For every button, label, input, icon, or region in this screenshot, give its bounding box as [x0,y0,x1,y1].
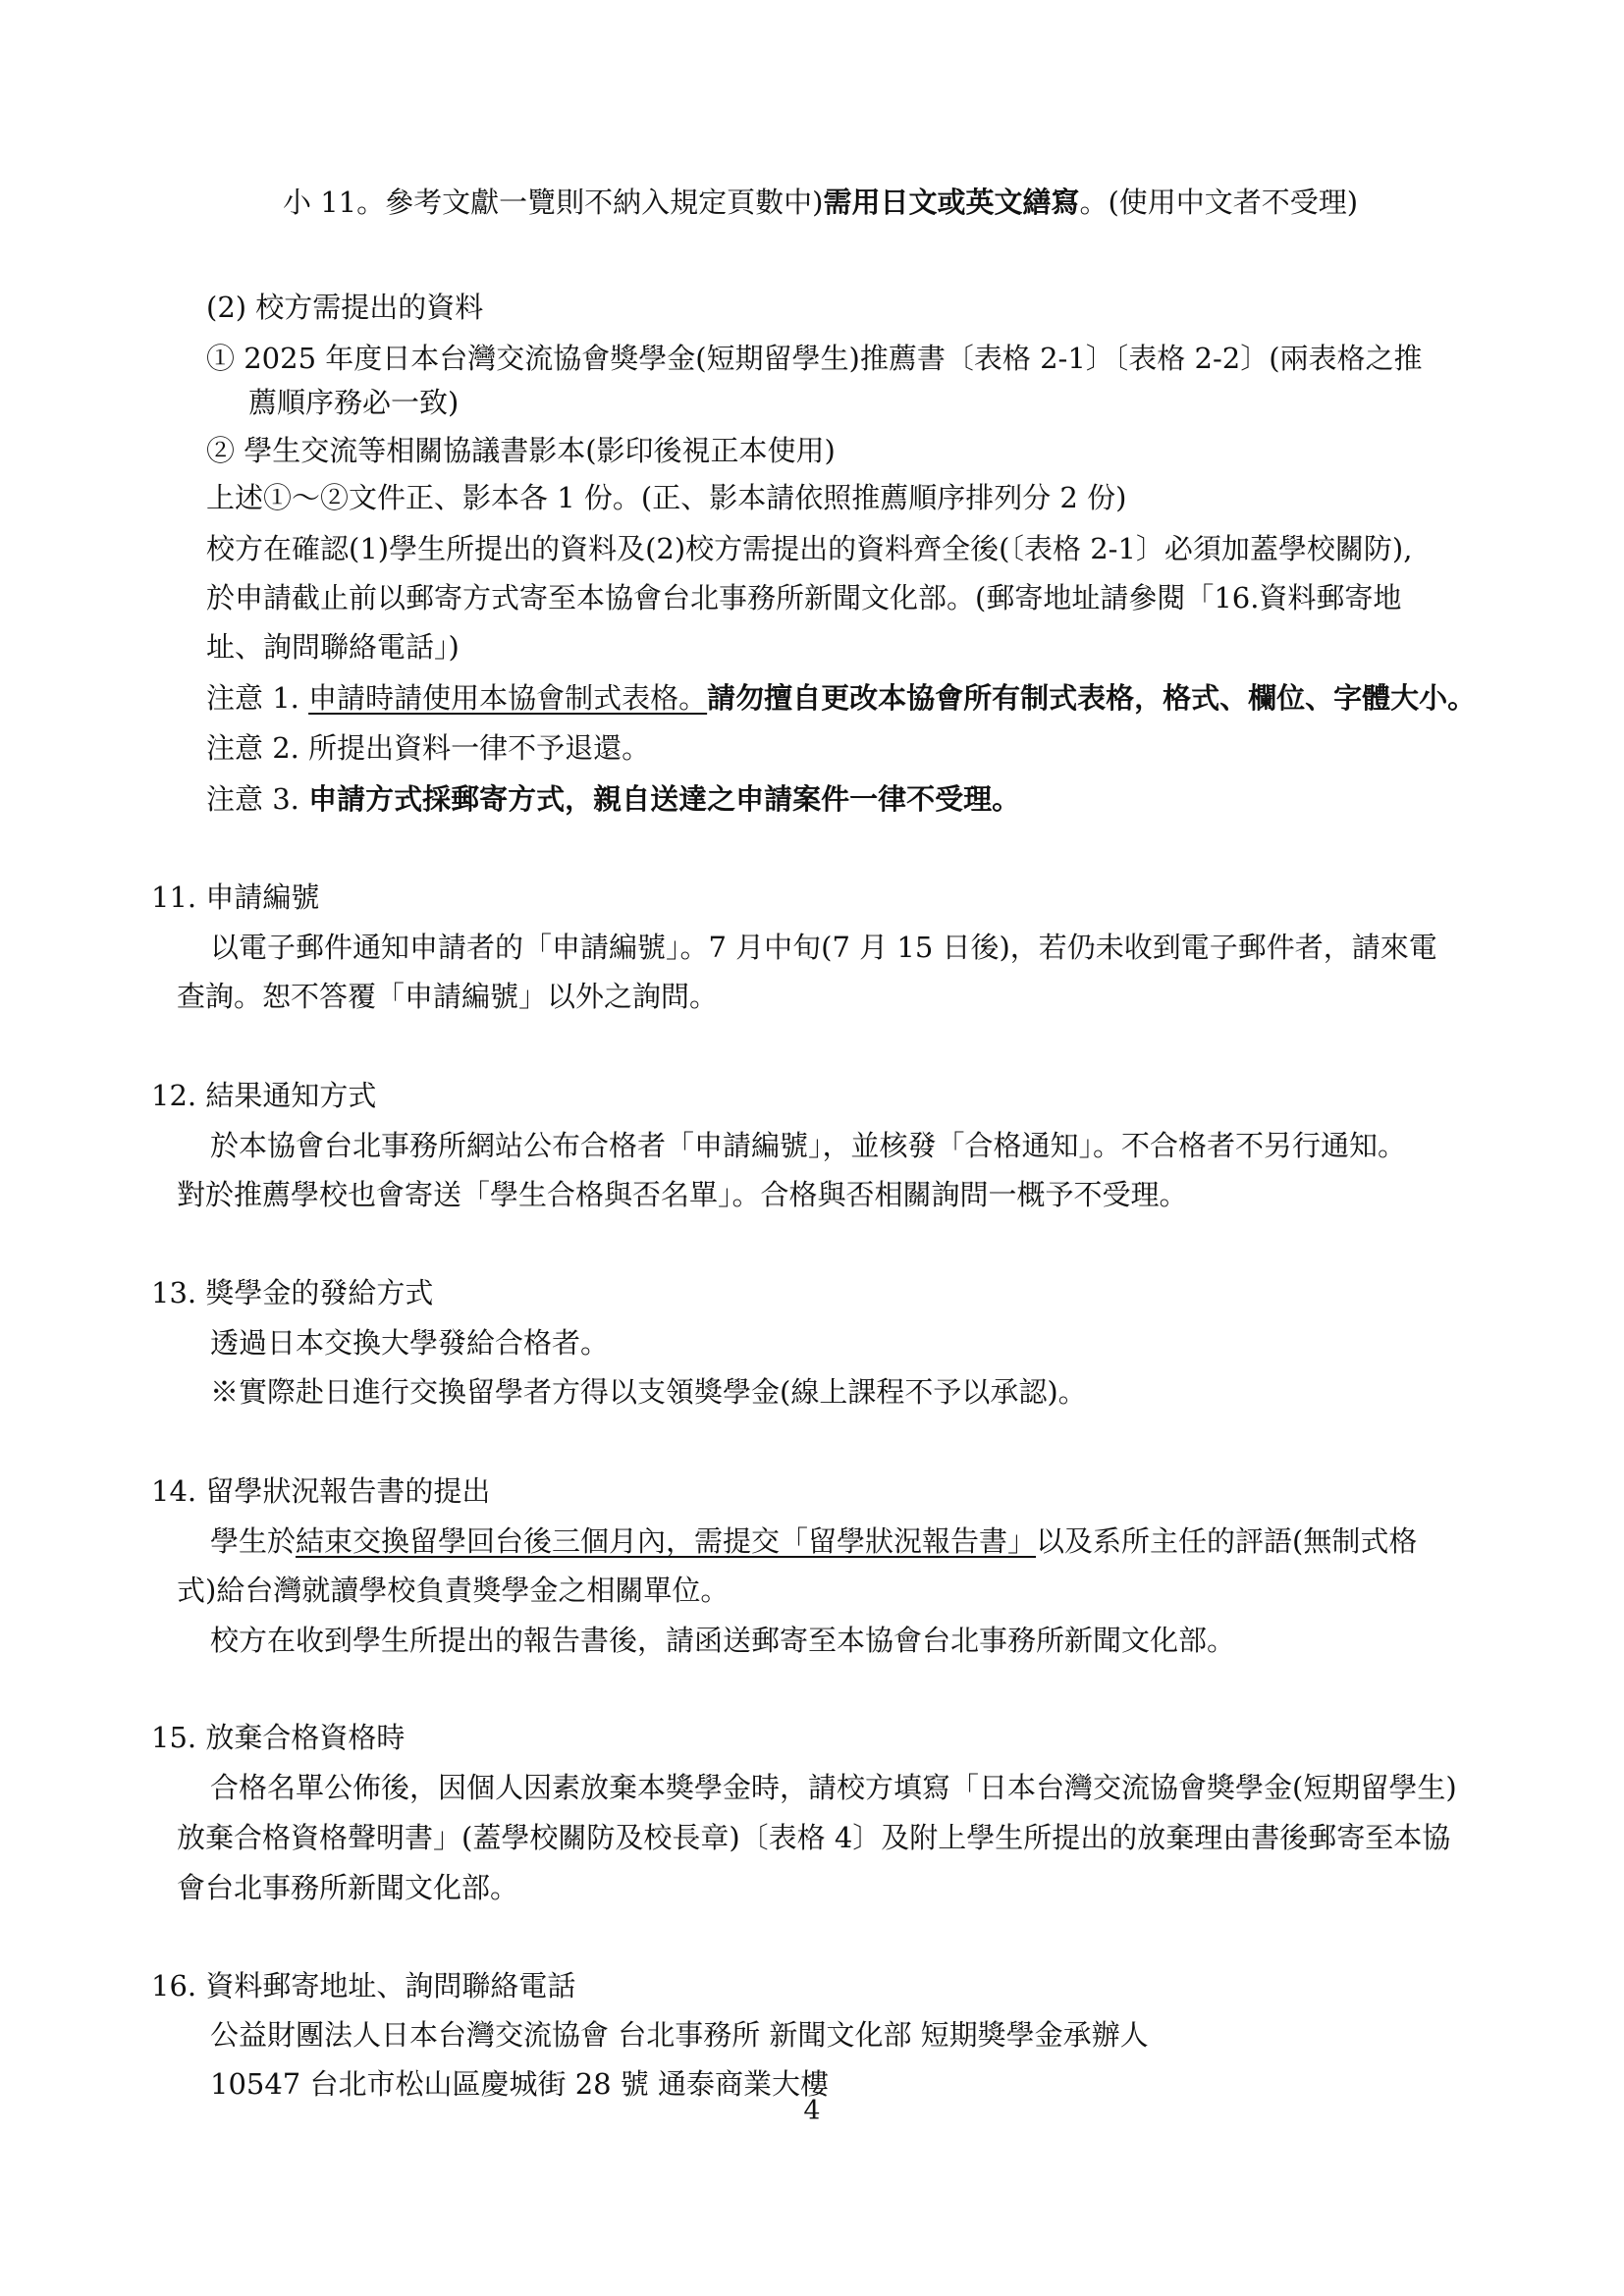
submission-line-2: 於申請截止前以郵寄方式寄至本協會台北事務所新聞文化部。(郵寄地址請參閱「16.資料郵寄地 [206,581,1402,614]
copies-note: 上述①～②文件正、影本各 1 份。(正、影本請依照推薦順序排列分 2 份) [206,481,1127,514]
section-14-line-1-start: 學生於 [210,1524,297,1558]
note-1 [206,679,1476,717]
section-16-heading: 16. 資料郵寄地址、詢問聯絡電話 [151,1969,576,2002]
note-1-underlined: 申請時請使用本協會制式表格。 [308,681,708,715]
section-12-line-1: 於本協會台北事務所網站公布合格者「申請編號」，並核發「合格通知」。不合格者不另行通知。 [210,1129,1407,1162]
continuation-tail: 。(使用中文者不受理) [1079,186,1359,219]
submission-line-1: 校方在確認(1)學生所提出的資料及(2)校方需提出的資料齊全後(〔表格 2-1〕必須加蓋學校關防), [206,532,1413,565]
section-13-line-2: ※實際赴日進行交換留學者方得以支領獎學金(線上課程不予以承認)。 [210,1375,1087,1409]
section-14-line-1 [210,1522,1417,1560]
note-3 [206,780,1020,818]
note-3-prefix: 注意 3. [206,782,309,816]
section-12-heading: 12. 結果通知方式 [151,1079,377,1112]
page-number: 4 [803,2096,821,2126]
submission-line-3: 址、詢問聯絡電話」) [206,630,460,664]
section-15-heading: 15. 放棄合格資格時 [151,1721,406,1754]
section-13-heading: 13. 獎學金的發給方式 [151,1276,434,1309]
note-2: 注意 2. 所提出資料一律不予退還。 [206,731,651,765]
section-14-line-1-end: 以及系所主任的評語(無制式格 [1036,1524,1418,1558]
note-1-prefix: 注意 1. [206,681,309,715]
school-docs-item-1: ① 2025 年度日本台灣交流協會獎學金(短期留學生)推薦書〔表格 2-1〕〔表格 2-2〕(兩表格之推 [206,342,1423,375]
note-3-bold: 申請方式採郵寄方式，親自送達之申請案件一律不受理。 [308,782,1021,816]
section-15-line-2: 放棄合格資格聲明書」(蓋學校關防及校長章)〔表格 4〕及附上學生所提出的放棄理由書後郵寄至本協 [177,1821,1451,1854]
school-docs-heading: (2) 校方需提出的資料 [206,291,484,324]
contact-address: 10547 台北市松山區慶城街 28 號 通泰商業大樓 [210,2067,830,2101]
contact-organization: 公益財團法人日本台灣交流協會 台北事務所 新聞文化部 短期獎學金承辦人 [210,2018,1149,2052]
section-15-line-1: 合格名單公佈後，因個人因素放棄本獎學金時，請校方填寫「日本台灣交流協會獎學金(短期留學生) [210,1771,1457,1804]
section-15-line-3: 會台北事務所新聞文化部。 [177,1871,519,1904]
section-11-line-1: 以電子郵件通知申請者的「申請編號」。7 月中旬(7 月 15 日後)，若仍未收到電子郵件者，請來電 [210,931,1437,964]
continuation-text: 小 11。參考文獻一覽則不納入規定頁數中) [283,186,824,219]
section-14-line-2: 式)給台灣就讀學校負責獎學金之相關單位。 [177,1574,730,1607]
section-12-line-2: 對於推薦學校也會寄送「學生合格與否名單」。合格與否相關詢問一概予不受理。 [177,1178,1188,1211]
school-docs-item-2: ② 學生交流等相關協議書影本(影印後視正本使用) [206,434,836,467]
section-11-heading: 11. 申請編號 [151,881,320,914]
section-13-line-1: 透過日本交換大學發給合格者。 [210,1326,610,1360]
section-14-heading: 14. 留學狀況報告書的提出 [151,1474,491,1508]
section-11-line-2: 查詢。恕不答覆「申請編號」以外之詢問。 [177,980,719,1013]
section-14-deadline-underlined: 結束交換留學回台後三個月內，需提交「留學狀況報告書」 [296,1524,1037,1558]
school-docs-item-1-cont: 薦順序務必一致) [248,386,460,419]
language-requirement: 需用日文或英文繕寫 [823,186,1080,219]
section-14-line-3: 校方在收到學生所提出的報告書後，請函送郵寄至本協會台北事務所新聞文化部。 [210,1624,1236,1657]
note-1-bold: 請勿擅自更改本協會所有制式表格，格式、欄位、字體大小。 [707,681,1477,715]
continuation-line [283,184,1358,221]
